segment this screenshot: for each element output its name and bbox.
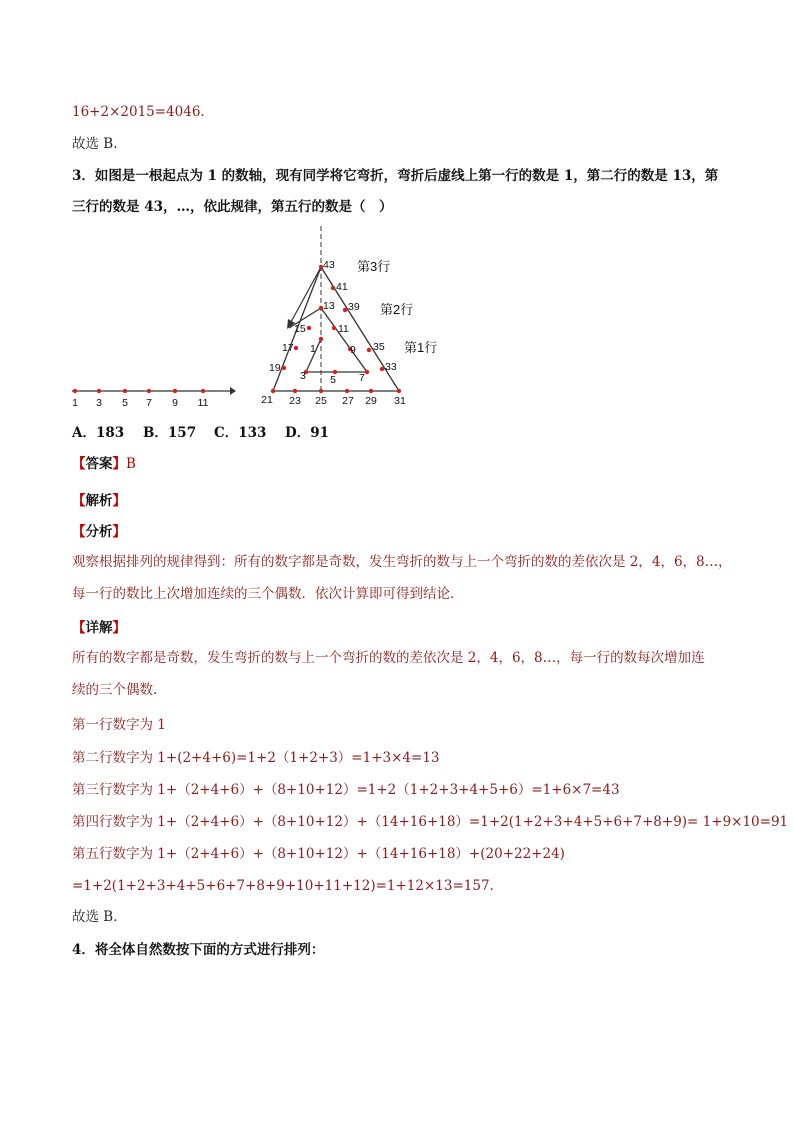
triangle-point	[331, 286, 335, 290]
triangle-number: 35	[373, 341, 385, 353]
middle-fold	[289, 308, 367, 372]
triangle-point	[380, 367, 384, 371]
axis-point	[147, 389, 151, 393]
triangle-point	[345, 389, 349, 393]
triangle-number: 41	[336, 281, 348, 293]
axis-number: 11	[197, 397, 209, 409]
row-label-3: 第3行	[357, 259, 391, 274]
fenxi-line-2: 每一行的数比上次增加连续的三个偶数．依次计算即可得到结论．	[72, 586, 464, 602]
row-label-2: 第2行	[380, 302, 414, 317]
row-label-1: 第1行	[404, 340, 438, 355]
fenxi-tag-label: 分析	[85, 524, 113, 540]
xiangjie-row-3: 第三行数字为 1+（2+4+6）+（8+10+12）=1+2（1+2+3+4+5+6）=1+6×7=43	[72, 782, 620, 798]
triangle-number: 13	[323, 300, 335, 312]
axis-point	[201, 389, 205, 393]
triangle-number: 3	[300, 370, 306, 382]
axis-point	[173, 389, 177, 393]
triangle-number: 15	[294, 323, 306, 335]
option-d: D．91	[285, 425, 329, 441]
axis-arrow-head	[230, 387, 236, 395]
question-line-2: 三行的数是 43，…，依此规律，第五行的数是（ ）	[72, 199, 393, 215]
axis-points	[72, 389, 209, 409]
analysis-tag: 【解析】	[72, 493, 126, 509]
axis-point	[123, 389, 127, 393]
triangle-number: 31	[394, 395, 406, 407]
answer-tag-label: 答案	[85, 456, 113, 472]
xiangjie-row-5b: =1+2(1+2+3+4+5+6+7+8+9+10+11+12)=1+12×13=157.	[72, 878, 494, 894]
triangle-number: 5	[330, 374, 336, 386]
analysis-tag-label: 解析	[85, 493, 113, 509]
triangle-number: 33	[385, 361, 397, 373]
triangle-number: 11	[338, 323, 349, 335]
axis-number: 1	[72, 397, 78, 409]
triangle-point	[271, 389, 275, 393]
triangle-number: 43	[323, 259, 335, 271]
xiangjie-line-1: 所有的数字都是奇数，发生弯折的数与上一个弯折的数的差依次是 2，4，6，8…，每一行的数每次增加连	[72, 650, 705, 666]
triangle-point	[293, 389, 297, 393]
folded-number-line-figure	[64, 224, 454, 414]
next-question: 4．将全体自然数按下面的方式进行排列：	[72, 942, 325, 958]
fenxi-tag: 【分析】	[72, 524, 126, 540]
option-b: B．157	[143, 425, 197, 441]
triangle-point	[397, 389, 401, 393]
axis-number: 7	[146, 397, 152, 409]
axis-number: 3	[96, 397, 102, 409]
answer-value: B	[126, 456, 136, 472]
triangle-point	[294, 346, 298, 350]
triangle-number: 1	[310, 343, 316, 355]
triangle-point	[343, 308, 347, 312]
triangle-point	[282, 366, 286, 370]
option-c: C．133	[214, 425, 267, 441]
triangle-number: 19	[269, 362, 281, 374]
triangle-number: 17	[282, 342, 294, 354]
xiangjie-choice: 故选 B．	[72, 909, 127, 925]
triangle-point	[367, 348, 371, 352]
fenxi-line-1: 观察根据排列的规律得到：所有的数字都是奇数，发生弯折的数与上一个弯折的数的差依次是 2，4，6，8…，	[72, 554, 732, 570]
question-line-1: 3．如图是一根起点为 1 的数轴，现有同学将它弯折，弯折后虚线上第一行的数是 1，第二行的数是 13，第	[72, 168, 719, 184]
xiangjie-row-2: 第二行数字为 1+(2+4+6)=1+2（1+2+3）=1+3×4=13	[72, 750, 440, 766]
triangle-number: 39	[348, 301, 360, 313]
xiangjie-tag: 【详解】	[72, 620, 126, 636]
axis-number: 9	[172, 397, 178, 409]
triangle-number: 23	[289, 395, 301, 407]
answer-tag: 【答案】B	[72, 456, 136, 472]
triangle-number: 21	[261, 394, 273, 406]
xiangjie-row-5: 第五行数字为 1+（2+4+6）+（8+10+12）+（14+16+18）+(20+22+24)	[72, 846, 565, 862]
triangle-point	[332, 326, 336, 330]
option-a: A．183	[72, 425, 125, 441]
xiangjie-line-2: 续的三个偶数．	[72, 682, 167, 698]
axis-point	[73, 389, 77, 393]
prev-choice: 故选 B.	[72, 136, 118, 152]
xiangjie-tag-label: 详解	[85, 620, 113, 636]
triangle-point	[369, 389, 373, 393]
triangle-number: 29	[365, 395, 377, 407]
triangle-points	[261, 259, 406, 407]
triangle-point	[365, 370, 369, 374]
fold-arrow-line	[291, 267, 321, 322]
triangle-point	[307, 326, 311, 330]
xiangjie-row-1: 第一行数字为 1	[72, 717, 166, 733]
axis-point	[97, 389, 101, 393]
triangle-number: 9	[350, 344, 356, 356]
triangle-point	[319, 389, 323, 393]
prev-formula: 16+2×2015=4046.	[72, 104, 205, 120]
axis-number: 5	[122, 397, 128, 409]
triangle-number: 7	[359, 372, 365, 384]
triangle-point	[319, 337, 323, 341]
triangle-number: 25	[315, 395, 327, 407]
triangle-number: 27	[342, 395, 354, 407]
xiangjie-row-4: 第四行数字为 1+（2+4+6）+（8+10+12）+（14+16+18）=1+2(1+2+3+4+5+6+7+8+9)= 1+9×10=91	[72, 814, 789, 830]
